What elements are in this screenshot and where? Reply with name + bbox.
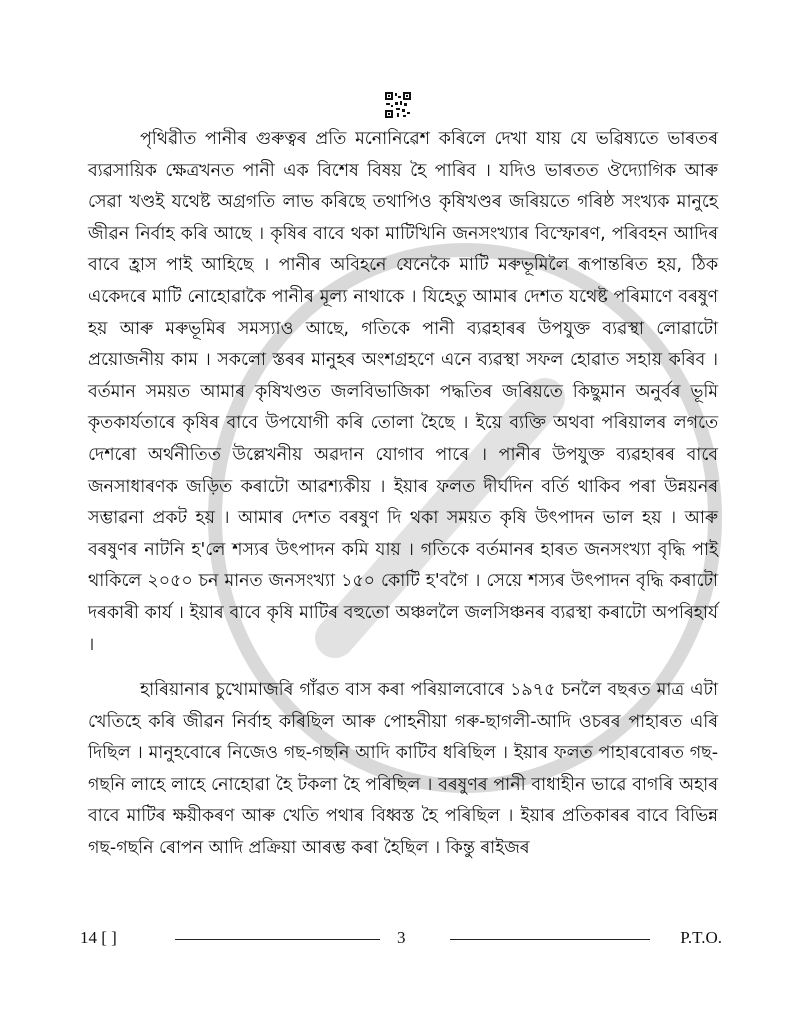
page-number: 3 [397, 928, 406, 947]
page-footer [80, 928, 722, 950]
pto-label: P.T.O. [680, 928, 722, 947]
footer-divider-right [450, 939, 650, 940]
document-body [88, 124, 718, 865]
qr-code-icon [385, 92, 411, 118]
footer-divider-left [175, 939, 380, 940]
paper-code: 14 [ ] [80, 928, 117, 947]
paragraph-1: পৃথিৱীত পানীৰ গুৰুত্বৰ প্ৰতি মনোনিৱেশ কৰিলে দেখা যায় যে ভৱিষ্যতে ভাৰতৰ ব্যৱসায়িক ক্ষেত্ৰখনত পানী এক বিশেষ বিষয় হৈ পাৰিব । যদিও ভাৰতত ঔদ্যোগিক আৰু সেৱা খণ্ডই যথেষ্ট অগ্ৰগতি লাভ কৰিছে তথাপিও কৃষিখণ্ডৰ জৰিয়তে গৰিষ্ঠ সংখ্যক মানুহে জীৱন নিৰ্বাহ কৰি আছে । কৃষিৰ বাবে থকা মাটিখিনি জনসংখ্যাৰ বিস্ফোৰণ, পৰিবহন আদিৰ বাবে হ্ৰাস পাই আহিছে । পানীৰ অবিহনে যেনেকৈ মাটি মৰুভূমিলৈ ৰূপান্তৰিত হয়, ঠিক একেদৰে মাটি নোহোৱাকৈ পানীৰ মূল্য নাথাকে । যিহেতু আমাৰ দেশত যথেষ্ট পৰিমাণে বৰষুণ হয় আৰু মৰুভূমিৰ সমস্যাও আছে, গতিকে পানী ব্যৱহাৰৰ উপযুক্ত ব্যৱস্থা লোৱাটো প্ৰয়োজনীয় কাম । সকলো স্তৰৰ মানুহৰ অংশগ্ৰহণে এনে ব্যৱস্থা সফল হোৱাত সহায় কৰিব । বৰ্তমান সময়ত আমাৰ কৃষিখণ্ডত জলবিভাজিকা পদ্ধতিৰ জৰিয়তে কিছুমান অনুৰ্বৰ ভূমি কৃতকাৰ্যতাৰে কৃষিৰ বাবে উপযোগী কৰি তোলা হৈছে । ইয়ে ব্যক্তি অথবা পৰিয়ালৰ লগতে দেশৰো অৰ্থনীতিত উল্লেখনীয় অৱদান যোগাব পাৰে । পানীৰ উপযুক্ত ব্যৱহাৰৰ বাবে জনসাধাৰণক জড়িত কৰাটো আৱশ্যকীয় । ইয়াৰ ফলত দীৰ্ঘদিন বৰ্তি থাকিব পৰা উন্নয়নৰ সম্ভাৱনা প্ৰকট হয় । আমাৰ দেশত বৰষুণ দি থকা সময়ত কৃষি উৎপাদন ভাল হয় । আৰু বৰষুণৰ নাটনি হ'লে শস্যৰ উৎপাদন কমি যায় । গতিকে বৰ্তমানৰ হাৰত জনসংখ্যা বৃদ্ধি পাই থাকিলে ২০৫০ চন মানত জনসংখ্যা ১৫০ কোটি হ'বগৈ । সেয়ে শস্যৰ উৎপাদন বৃদ্ধি কৰাটো দৰকাৰী কাৰ্য । ইয়াৰ বাবে কৃষি মাটিৰ বহুতো অঞ্চললৈ জলসিঞ্চনৰ ব্যৱস্থা কৰাটো অপৰিহাৰ্য । [88, 129, 718, 655]
paragraph-2: হাৰিয়ানাৰ চুখোমাজৰি গাঁৱত বাস কৰা পৰিয়ালবোৰে ১৯৭৫ চনলৈ বছৰত মাত্ৰ এটা খেতিহে কৰি জীৱন নিৰ্বাহ কৰিছিল আৰু পোহনীয়া গৰু-ছাগলী-আদি ওচৰৰ পাহাৰত এৰি দিছিল । মানুহবোৰে নিজেও গছ-গছনি আদি কাটিব ধৰিছিল । ইয়াৰ ফলত পাহাৰবোৰত গছ-গছনি লাহে লাহে নোহোৱা হৈ টকলা হৈ পৰিছিল । বৰষুণৰ পানী বাধাহীন ভাৱে বাগৰি অহাৰ বাবে মাটিৰ ক্ষয়ীকৰণ আৰু খেতি পথাৰ বিধ্বস্ত হৈ পৰিছিল । ইয়াৰ প্ৰতিকাৰৰ বাবে বিভিন্ন গছ-গছনি ৰোপন আদি প্ৰক্ৰিয়া আৰম্ভ কৰা হৈছিল । কিন্তু ৰাইজৰ [88, 680, 718, 859]
